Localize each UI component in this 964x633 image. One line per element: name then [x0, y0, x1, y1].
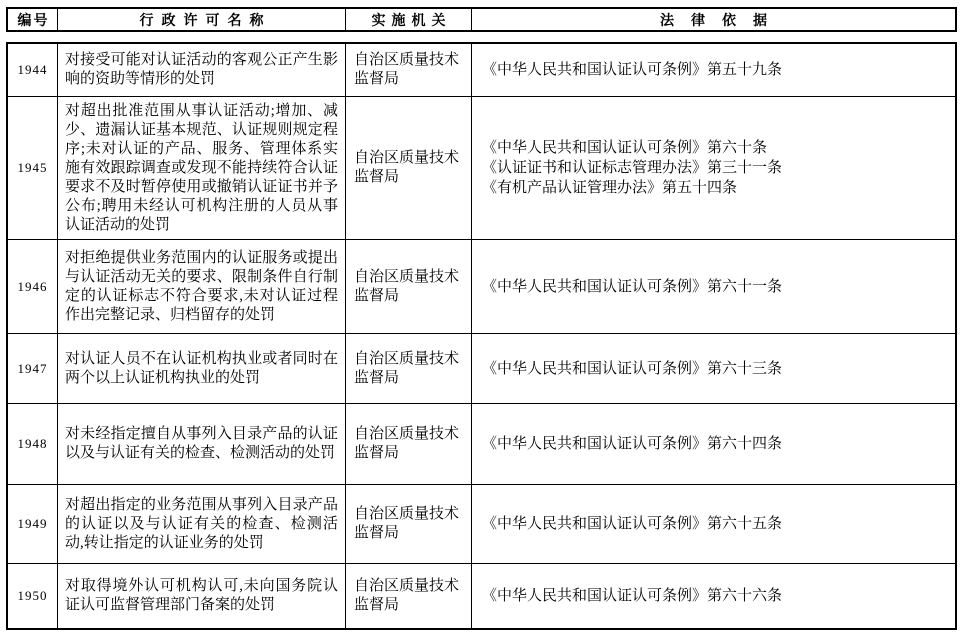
cell-agency	[346, 44, 472, 96]
legal-basis-lines	[482, 277, 782, 297]
permit-name-text: 对认证人员不在认证机构执业或者同时在两个以上认证机构执业的处罚	[65, 350, 338, 386]
agency-text: 自治区质量技术监督局	[354, 150, 460, 185]
cell-permit-name	[58, 404, 346, 484]
legal-basis-line: 《中华人民共和国认证认可条例》第五十九条	[482, 62, 783, 78]
cell-legal-basis	[472, 564, 955, 628]
agency-text: 自治区质量技术监督局	[354, 52, 460, 87]
table-row	[8, 485, 955, 564]
header-row	[8, 9, 955, 30]
cell-legal-basis	[472, 334, 955, 403]
cell-id: 1949	[8, 485, 58, 563]
table-row	[8, 564, 955, 628]
legal-basis-lines	[482, 434, 782, 454]
cell-permit-name	[58, 240, 346, 333]
cell-agency	[346, 404, 472, 484]
permit-name-text: 对拒绝提供业务范围内的认证服务或提出与认证活动无关的要求、限制条件自行制定的认证标志不符合要求,未对认证过程作出完整记录、归档留存的处罚	[65, 249, 338, 323]
cell-agency	[346, 485, 472, 563]
legal-basis-line: 《中华人民共和国认证认可条例》第六十三条	[482, 360, 783, 377]
cell-agency	[346, 97, 472, 239]
header-label-id: 编号	[17, 13, 50, 29]
permit-name-text: 对超出批准范围从事认证活动;增加、减少、遗漏认证基本规范、认证规则规定程序;未对认证的产品、服务、管理体系实施有效跟踪调查或发现不能持续符合认证要求不及时暂停使用或撤销认证证书并予公布;聘用未经认可机构注册的人员从事认证活动的处罚	[65, 102, 338, 233]
legal-basis-line: 《中华人民共和国认证认可条例》第六十五条	[482, 516, 783, 532]
cell-legal-basis	[472, 404, 955, 484]
cell-id: 1945	[8, 97, 58, 239]
permit-name-text: 对接受可能对认证活动的客观公正产生影响的资助等情形的处罚	[65, 52, 338, 87]
permit-name-text: 对取得境外认可机构认可,未向国务院认证认可监督管理部门备案的处罚	[65, 578, 338, 613]
legal-basis-lines	[482, 138, 782, 198]
legal-basis-lines	[482, 60, 782, 80]
header-label-agency: 实施机关	[371, 13, 452, 29]
header-label-permit-name: 行政许可名称	[139, 13, 272, 29]
table-row	[8, 404, 955, 485]
table-body	[6, 42, 957, 630]
permit-table-document	[6, 7, 957, 630]
cell-id: 1946	[8, 240, 58, 333]
table-row	[8, 97, 955, 240]
header-cell-agency	[346, 9, 472, 30]
agency-text: 自治区质量技术监督局	[354, 350, 460, 386]
table-row	[8, 334, 955, 404]
legal-basis-lines	[482, 514, 782, 534]
agency-text: 自治区质量技术监督局	[354, 426, 460, 461]
permit-name-text: 对超出指定的业务范围从事列入目录产品的认证以及与认证有关的检查、检测活动,转让指定的认证业务的处罚	[65, 496, 338, 551]
cell-id: 1948	[8, 404, 58, 484]
cell-id: 1947	[8, 334, 58, 403]
cell-agency	[346, 240, 472, 333]
header-cell-id	[8, 9, 58, 30]
cell-legal-basis	[472, 485, 955, 563]
legal-basis-line: 《有机产品认证管理办法》第五十四条	[482, 180, 738, 196]
table-row	[8, 240, 955, 334]
cell-agency	[346, 334, 472, 403]
legal-basis-line: 《中华人民共和国认证认可条例》第六十条	[482, 140, 768, 156]
permit-name-text: 对未经指定擅自从事列入目录产品的认证以及与认证有关的检查、检测活动的处罚	[65, 426, 338, 461]
cell-permit-name	[58, 97, 346, 239]
legal-basis-lines	[482, 359, 782, 379]
agency-text: 自治区质量技术监督局	[354, 268, 460, 304]
legal-basis-line: 《中华人民共和国认证认可条例》第六十四条	[482, 436, 783, 452]
header-label-legal-basis: 法律依据	[660, 13, 784, 29]
table-header	[6, 7, 957, 32]
table-row	[8, 44, 955, 97]
legal-basis-line: 《认证证书和认证标志管理办法》第三十一条	[482, 160, 783, 176]
cell-agency	[346, 564, 472, 628]
cell-permit-name	[58, 44, 346, 96]
cell-id: 1944	[8, 44, 58, 96]
legal-basis-line: 《中华人民共和国认证认可条例》第六十六条	[482, 588, 783, 604]
cell-legal-basis	[472, 44, 955, 96]
cell-permit-name	[58, 564, 346, 628]
legal-basis-line: 《中华人民共和国认证认可条例》第六十一条	[482, 278, 783, 295]
agency-text: 自治区质量技术监督局	[354, 506, 460, 541]
cell-permit-name	[58, 485, 346, 563]
header-cell-legal-basis	[472, 9, 955, 30]
legal-basis-lines	[482, 586, 782, 606]
agency-text: 自治区质量技术监督局	[354, 578, 460, 613]
cell-permit-name	[58, 334, 346, 403]
cell-legal-basis	[472, 97, 955, 239]
cell-id: 1950	[8, 564, 58, 628]
cell-legal-basis	[472, 240, 955, 333]
header-cell-permit-name	[58, 9, 346, 30]
header-body-gap	[6, 32, 957, 42]
